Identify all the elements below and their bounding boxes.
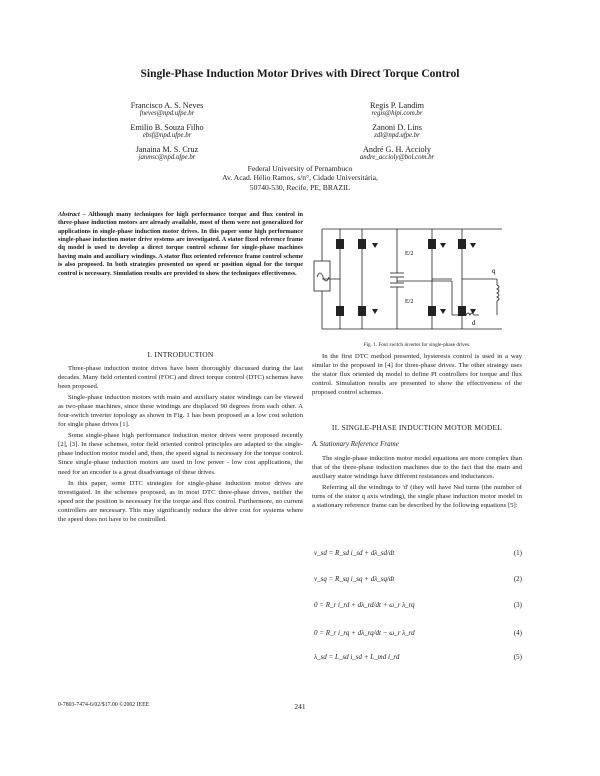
paragraph: Some single-phase high performance induction motor drives were proposed recently [2], [3]. In these schemes, rotor field oriented control principles are adapted to the single-phase induction motor model and, then, the speed signal is necessary for the torque control. Since single-phase induction motors are used in low power - low cost applications, the need for an encoder is a great disadvantage of these drives. xyxy=(58,432,303,476)
abstract-label: Abstract xyxy=(58,211,80,218)
figure-caption: Fig. 1. Four switch inverter for single-phase drives. xyxy=(363,342,471,348)
equation-number: (4) xyxy=(513,629,522,637)
author-name: Janaina M. S. Cruz xyxy=(135,145,199,154)
paragraph: Referring all the windings to 'd' (they will have Nsd turns (the number of turns of the stator q axis winding), the single phase induction motor model in a stationary reference frame can be described by the following equations [5]: xyxy=(312,484,522,510)
author-block xyxy=(92,145,242,161)
paragraph: Single-phase induction motors with main and auxiliary stator windings can be viewed as two-phase machines, since these windings are displaced 90 degrees from each other. A four-switch inverter topology as shown in Fig. 1 has been proposed as a low cost solution for single phase drives [1]. xyxy=(58,394,303,429)
cap-label: E/2 xyxy=(405,251,414,257)
author-email: andre_accioly@bol.com.br xyxy=(359,154,435,162)
winding-d-label: d xyxy=(472,319,476,327)
section-heading: II. SINGLE-PHASE INDUCTION MOTOR MODEL xyxy=(331,423,503,432)
abstract xyxy=(58,211,303,278)
author-block xyxy=(92,101,242,117)
equation-body: 0 = R_r i_rd + dλ_rd/dt + ω_r λ_rq xyxy=(314,601,415,609)
inverter-figure xyxy=(312,211,522,351)
equation-number: (1) xyxy=(513,549,522,557)
author-name: Emilio B. Souza Filho xyxy=(130,123,204,132)
author-name: Francisco A. S. Neves xyxy=(130,101,204,110)
paragraph: In the first DTC method presented, hysteresis control is used in a way similar to the proposed in [4] for three-phase drives. The other strategy uses the stator flux oriented dq model to define PI controllers for torque and flux control. Simulation results are presented to show the effectiveness of the proposed control schemes. xyxy=(312,353,522,397)
affiliation-line: 50740-530, Recife, PE, BRAZIL xyxy=(249,182,351,192)
paper-title: Single-Phase Induction Motor Drives with Direct Torque Control xyxy=(140,68,460,80)
equation xyxy=(312,626,522,644)
author-block xyxy=(92,123,242,139)
equation-body: v_sd = R_sd i_sd + dλ_sd/dt xyxy=(314,549,395,557)
author-email: zdl@npd.ufpe.br xyxy=(374,132,420,140)
author-name: Zanoni D. Lins xyxy=(372,123,422,132)
winding-q-label: q xyxy=(492,267,496,275)
affiliation-line: Av. Acad. Hélio Ramos, s/n°, Cidade Universitária, xyxy=(222,173,378,183)
author-block xyxy=(322,123,472,139)
paragraph: The single-phase induction motor model equations are more complex than that of the three-phase induction machines due to the fact that the main and auxiliary stator windings have different resistances and inductances. xyxy=(312,455,522,481)
paragraph: In this paper, some DTC strategies for single-phase induction motor drives are investigated. In the schemes proposed, as in most DTC three-phase drives, neither the speed nor the position is necessary for the torque and flux control. Furthermore, no current controllers are necessary. This may significantly reduce the drive cost for systems where the speed does not have to be controlled. xyxy=(58,479,303,523)
equation-body: λ_sd = L_sd i_sd + L_md i_rd xyxy=(314,653,400,661)
author-email: fneves@npd.ufpe.br xyxy=(139,110,195,118)
section-heading: I. INTRODUCTION xyxy=(147,350,214,359)
page-number: 241 xyxy=(294,702,306,711)
right-text-top xyxy=(312,352,522,399)
author-email: regis@hipi.com.br xyxy=(371,110,423,118)
subsection-heading: A. Stationary Reference Frame xyxy=(312,440,399,448)
affiliation-line: Federal University of Pernambuco xyxy=(247,164,353,173)
equation-number: (5) xyxy=(513,653,522,661)
cap-label: E/2 xyxy=(405,299,414,305)
affiliation xyxy=(180,164,420,192)
author-email: janmsc@npd.ufpe.br xyxy=(138,154,196,162)
equation-number: (2) xyxy=(513,575,522,583)
equation xyxy=(312,572,522,590)
author-block xyxy=(322,145,472,161)
equation-body: v_sq = R_sq i_sq + dλ_sq/dt xyxy=(314,575,395,583)
intro-text xyxy=(58,364,303,526)
author-email: ebsf@npd.ufpe.br xyxy=(142,132,192,140)
author-name: André G. H. Accioly xyxy=(363,145,431,154)
equation-number: (3) xyxy=(513,601,522,609)
model-text xyxy=(312,454,522,512)
paragraph: Three-phase induction motor drives have been thoroughly discussed during the last decades. Many field oriented control (FOC) and direct torque control (DTC) schemes have been proposed. xyxy=(58,365,303,391)
author-name: Regis P. Landim xyxy=(370,101,424,110)
copyright-code: 0-7803-7474-6/02/$17.00 ©2002 IEEE xyxy=(58,702,150,708)
equation xyxy=(312,546,522,564)
abstract-text: – Although many techniques for high performance torque and flux control in three-phase induction motors are already available, most of them were not generalized for applications in single-phase induction motor drives. In this paper some high performance single-phase induction motor drive systems are investigated. A stator fixed reference frame dq model is used to develop a direct torque control scheme for single-phase machines having main and auxiliary windings. A stator flux oriented reference frame control scheme is also proposed. In both strategies presented no speed or position signal for the torque control is necessary. Simulation results are provided to show the techniques effectiveness. xyxy=(58,211,303,277)
equation xyxy=(312,650,522,668)
author-block xyxy=(322,101,472,117)
equation-body: 0 = R_r i_rq + dλ_rq/dt − ω_r λ_rd xyxy=(314,629,415,637)
equation xyxy=(312,598,522,616)
